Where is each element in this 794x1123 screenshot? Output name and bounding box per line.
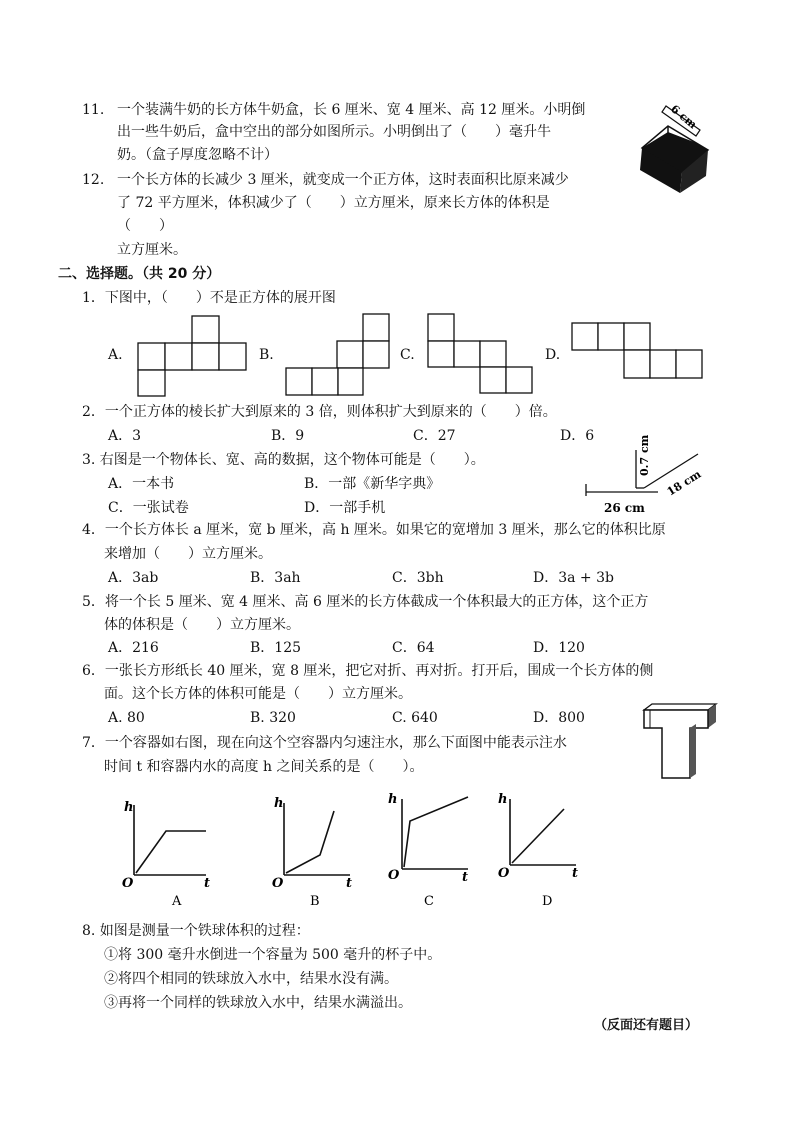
graph-a-caption: A [172, 894, 182, 909]
choice-1-label-d: D. [545, 347, 561, 363]
graph-c-t: t [462, 870, 469, 885]
graph-c [384, 787, 484, 909]
choice-7-stem-2: 时间 t 和容器内水的高度 h 之间关系的是（ ）。 [104, 759, 424, 775]
dimension-width: 18 cm [664, 467, 704, 499]
q12-line-2: 了 72 平方厘米，体积减少了（ ）立方厘米，原来长方体的体积是 [117, 195, 550, 211]
q12-line-1: 一个长方体的长减少 3 厘米，就变成一个正方体，这时表面积比原来减少 [117, 172, 569, 188]
choice-1-label-a: A. [108, 347, 123, 363]
net-figure-a [138, 316, 248, 396]
net-figure-b [286, 314, 391, 396]
q11-line-2: 出一些牛奶后，盒中空出的部分如图所示。小明倒出了（ ）毫升牛 [117, 124, 551, 140]
graph-a-t: t [204, 876, 211, 891]
graph-b [270, 793, 370, 909]
choice-6-stem-1: 6．一张长方形纸长 40 厘米，宽 8 厘米，把它对折、再对折。打开后，围成一个长方体的侧 [82, 663, 654, 679]
choice-8-step-2: ②将四个相同的铁球放入水中，结果水没有满。 [104, 971, 398, 987]
graph-d [496, 787, 596, 909]
choice-3-option-c[interactable]: C．一张试卷 [108, 500, 189, 516]
dimension-length: 26 cm [604, 501, 645, 515]
choice-1-label-c: C. [400, 347, 415, 363]
graph-c-h: h [388, 792, 398, 807]
q11-line-1: 一个装满牛奶的长方体牛奶盒，长 6 厘米、宽 4 厘米、高 12 厘米。小明倒 [117, 102, 586, 118]
choice-5-option-d[interactable]: D．120 [533, 640, 585, 656]
graph-d-caption: D [542, 894, 553, 909]
choice-7-stem-1: 7．一个容器如右图，现在向这个空容器内匀速注水，那么下面图中能表示注水 [82, 735, 567, 751]
graph-c-caption: C [424, 894, 434, 909]
choice-1-stem: 1．下图中，（ ）不是正方体的展开图 [82, 290, 336, 306]
choice-3-option-d[interactable]: D．一部手机 [304, 500, 386, 516]
choice-3-option-a[interactable]: A．一本书 [108, 476, 175, 492]
q12-line-3: （ ） [117, 218, 173, 234]
graph-a [120, 795, 220, 909]
graph-c-origin: O [388, 868, 400, 883]
choice-5-option-a[interactable]: A．216 [108, 640, 159, 656]
net-figure-c [428, 314, 538, 394]
choice-3-option-b[interactable]: B．一部《新华字典》 [304, 476, 441, 492]
graph-b-t: t [346, 876, 353, 891]
choice-6-option-b[interactable]: B. 320 [250, 710, 296, 726]
choice-6-option-d[interactable]: D．800 [533, 710, 585, 726]
choice-6-option-c[interactable]: C. 640 [392, 710, 438, 726]
choice-5-stem-2: 体的体积是（ ）立方厘米。 [104, 617, 300, 633]
choice-4-option-d[interactable]: D．3a + 3b [533, 570, 614, 586]
net-figure-d [572, 323, 706, 383]
choice-6-stem-2: 面。这个长方体的体积可能是（ ）立方厘米。 [104, 686, 412, 702]
graph-b-h: h [274, 796, 284, 811]
choice-2-option-d[interactable]: D．6 [560, 428, 595, 444]
page-footer-note: （反面还有题目） [594, 1018, 699, 1033]
choice-2-option-c[interactable]: C．27 [413, 428, 456, 444]
graph-d-origin: O [498, 866, 510, 881]
dimension-height: 0.7 cm [638, 434, 651, 476]
choice-6-option-a[interactable]: A. 80 [108, 710, 145, 726]
container-figure [640, 700, 720, 785]
choice-3-stem: 3. 右图是一个物体长、宽、高的数据，这个物体可能是（ ）。 [82, 452, 485, 468]
choice-4-option-a[interactable]: A．3ab [108, 570, 159, 586]
choice-1-label-b: B. [259, 347, 274, 363]
q11-number: 11. [82, 102, 105, 118]
milk-box-dimension: 6 cm [668, 102, 700, 132]
choice-8-step-3: ③再将一个同样的铁球放入水中，结果水满溢出。 [104, 995, 412, 1011]
choice-4-stem-1: 4．一个长方体长 a 厘米，宽 b 厘米，高 h 厘米。如果它的宽增加 3 厘米，那么它的体积比原 [82, 522, 666, 538]
choice-4-option-b[interactable]: B．3ah [250, 570, 301, 586]
choice-8-stem: 8. 如图是测量一个铁球体积的过程： [82, 923, 310, 939]
choice-4-stem-2: 来增加（ ）立方厘米。 [104, 546, 272, 562]
q12-number: 12. [82, 172, 105, 188]
choice-2-stem: 2．一个正方体的棱长扩大到原来的 3 倍，则体积扩大到原来的（ ）倍。 [82, 404, 557, 420]
graph-a-origin: O [122, 876, 134, 891]
graph-d-t: t [572, 866, 579, 881]
graph-b-caption: B [310, 894, 320, 909]
dimension-figure [578, 434, 718, 520]
choice-5-stem-1: 5．将一个长 5 厘米、宽 4 厘米、高 6 厘米的长方体截成一个体积最大的正方体，这个正方 [82, 594, 649, 610]
graph-a-h: h [124, 800, 134, 815]
choice-5-option-b[interactable]: B．125 [250, 640, 302, 656]
choice-2-option-a[interactable]: A．3 [108, 428, 142, 444]
q11-line-3: 奶。（盒子厚度忽略不计） [117, 147, 278, 163]
choice-8-step-1: ①将 300 毫升水倒进一个容量为 500 毫升的杯子中。 [104, 947, 442, 963]
choice-2-option-b[interactable]: B．9 [271, 428, 305, 444]
section-2-title: 二、选择题。（共 20 分） [58, 266, 221, 282]
milk-box-figure [640, 98, 720, 198]
q12-line-4: 立方厘米。 [117, 242, 187, 258]
choice-5-option-c[interactable]: C．64 [392, 640, 435, 656]
choice-4-option-c[interactable]: C．3bh [392, 570, 444, 586]
graph-d-h: h [498, 792, 508, 807]
graph-b-origin: O [272, 876, 284, 891]
